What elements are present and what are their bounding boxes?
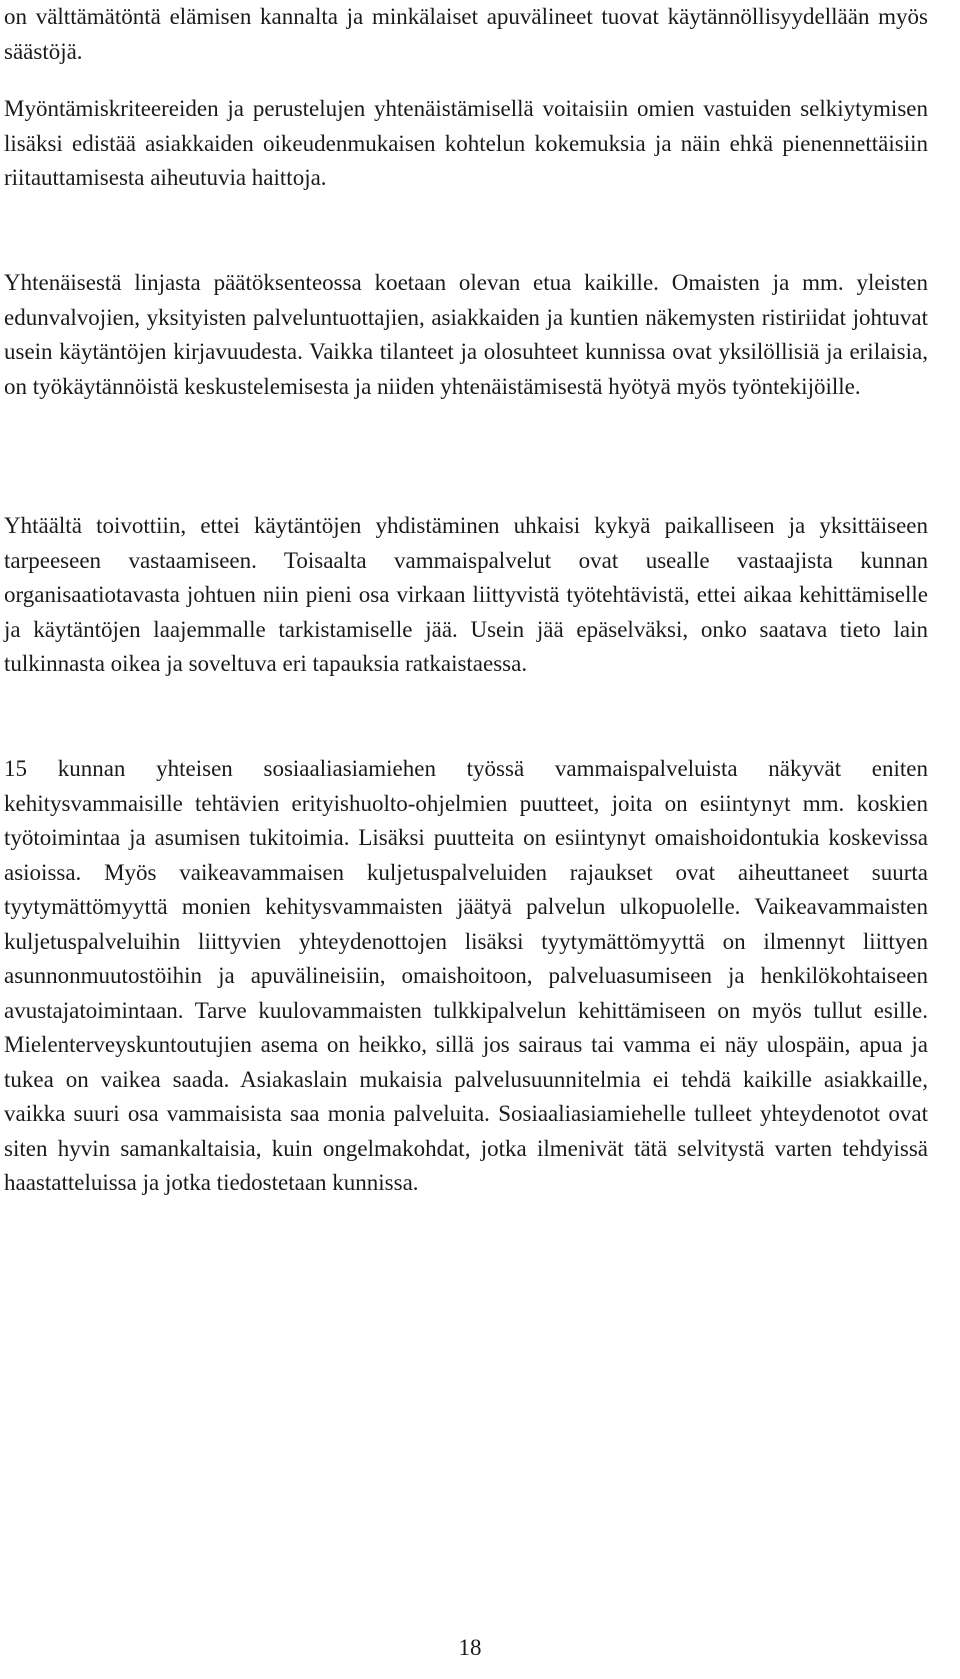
- paragraph-yhtenainen-linja: Yhtenäisestä linjasta päätöksenteossa koetaan olevan etua kaikille. Omaisten ja mm. yleisten edunvalvojien, yksityisten palveluntuottajien, asiakkaiden ja kuntien näkemysten ristiriidat johtuvat usein käytäntöjen kirjavuudesta. Vaikka tilanteet ja olosuhteet kunnissa ovat yksilöllisiä ja erilaisia, on työkäytännöistä keskustelemisesta ja niiden yhtenäistämisestä hyötyä myös työntekijöille.: [4, 270, 928, 399]
- paragraph-sosiaaliasiamies: 15 kunnan yhteisen sosiaaliasiamiehen työssä vammaispalveluista näkyvät eniten kehitysvammaisille tehtävien erityishuolto-ohjelmien puutteet, joita on esiintynyt mm. koskien työtoimintaa ja asumisen tukitoimia. Lisäksi puutteita on esiintynyt omaishoidontukia koskevissa asioissa. Myös vaikeavammaisen kuljetuspalveluiden rajaukset ovat aiheuttaneet suurta tyytymättömyyttä monien kehitysvammaisten jäätyä palvelun ulkopuolelle. Vaikeavammaisten kuljetuspalveluihin liittyvien yhteydenottojen lisäksi tyytymättömyyttä on ilmennyt liittyen asunnonmuutostöihin ja apuvälineisiin, omaishoitoon, palveluasumiseen ja henkilökohtaiseen avustajatoimintaan. Tarve kuulovammaisten tulkkipalvelun kehittämiseen on myös tullut esille. Mielenterveyskuntoutujien asema on heikko, sillä jos sairaus tai vamma ei näy ulospäin, apua ja tukea on vaikea saada. Asiakaslain mukaisia palvelusuunnitelmia ei tehdä kaikille asiakkaille, vaikka suuri osa vammaisista saa monia palveluita. Sosiaaliasiamiehelle tulleet yhteydenotot ovat siten hyvin samankaltaisia, kuin ongelmakohdat, jotka ilmenivät tätä selvitystä varten tehdyissä haastatteluissa ja jotka tiedostetaan kunnissa.: [4, 756, 928, 1195]
- page-number: 18: [458, 1635, 482, 1660]
- paragraph-apuvalineet: on välttämätöntä elämisen kannalta ja minkälaiset apuvälineet tuovat käytännöllisyydellään myös säästöjä.: [4, 4, 928, 64]
- paragraph-kaytantojen-yhdistaminen: Yhtäältä toivottiin, ettei käytäntöjen yhdistäminen uhkaisi kykyä paikalliseen ja yksittäiseen tarpeeseen vastaamiseen. Toisaalta vammaispalvelut ovat usealle vastaajista kunnan organisaatiotavasta johtuen niin pieni osa virkaan liittyvistä työtehtävistä, ettei aikaa kehittämiselle ja käytäntöjen laajemmalle tarkistamiselle jää. Usein jää epäselväksi, onko saatava tieto lain tulkinnasta oikea ja soveltuva eri tapauksia ratkaistaessa.: [4, 513, 928, 676]
- paragraph-myontamiskriteerit: Myöntämiskriteereiden ja perustelujen yhtenäistämisellä voitaisiin omien vastuiden selkiytymisen lisäksi edistää asiakkaiden oikeudenmukaisen kohtelun kokemuksia ja näin ehkä pienennettäisiin riitauttamisesta aiheutuvia haittoja.: [4, 96, 928, 190]
